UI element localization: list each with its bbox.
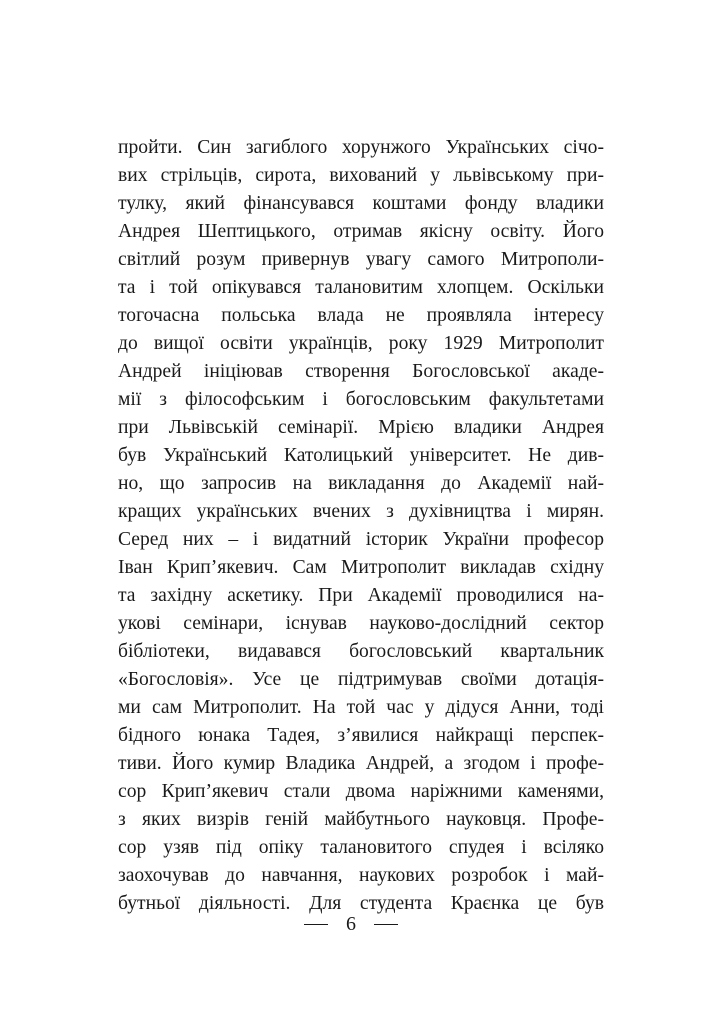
text-line: бібліотеки, видавався богословський квартальник	[118, 641, 604, 662]
text-line: кращих українських вчених з духівництва і мирян.	[118, 501, 604, 522]
text-line: мії з філософським і богословським факультетами	[118, 389, 604, 410]
text-line: но, що запросив на викладання до Академії най-	[118, 473, 604, 494]
text-line: заохочував до навчання, наукових розробок і май-	[118, 865, 604, 886]
text-line: Андрея Шептицького, отримав якісну освіту. Його	[118, 221, 604, 242]
footer-left-dash	[304, 924, 328, 925]
page-footer	[0, 906, 702, 942]
text-line: з яких визрів геній майбутнього науковця. Профе-	[118, 809, 604, 830]
body-text	[118, 134, 604, 918]
text-line: «Богословія». Усе це підтримував своїми дотація-	[118, 669, 604, 690]
text-line: до вищої освіти українців, року 1929 Митрополит	[118, 333, 604, 354]
text-line: при Львівській семінарії. Мрією владики Андрея	[118, 417, 604, 438]
text-line: світлий розум привернув увагу самого Митрополи-	[118, 249, 604, 270]
text-line: тулку, який фінансувався коштами фонду владики	[118, 193, 604, 214]
text-line: ми сам Митрополит. На той час у дідуся Анни, тоді	[118, 697, 604, 718]
text-line: та і той опікувався талановитим хлопцем. Оскільки	[118, 277, 604, 298]
text-line: був Український Католицький університет. Не див-	[118, 445, 604, 466]
text-line: сор Крип’якевич стали двома наріжними каменями,	[118, 781, 604, 802]
text-line: тиви. Його кумир Владика Андрей, а згодом і профе-	[118, 753, 604, 774]
text-line: Серед них – і видатний історик України професор	[118, 529, 604, 550]
text-line: сор узяв під опіку талановитого спудея і всіляко	[118, 837, 604, 858]
text-line: та західну аскетику. При Академії проводилися на-	[118, 585, 604, 606]
text-line: Андрей ініціював створення Богословської акаде-	[118, 361, 604, 382]
text-line: вих стрільців, сирота, вихований у львівському при-	[118, 165, 604, 186]
text-line: укові семінари, існував науково-дослідний сектор	[118, 613, 604, 634]
page-number: 6	[346, 912, 356, 935]
text-line: тогочасна польська влада не проявляла інтересу	[118, 305, 604, 326]
text-line: Іван Крип’якевич. Сам Митрополит викладав східну	[118, 557, 604, 578]
text-line: пройти. Син загиблого хорунжого Українських січо-	[118, 137, 604, 158]
footer-right-dash	[374, 924, 398, 925]
text-line: бутньої діяльності. Для студента Краєнка це був	[118, 893, 604, 914]
text-line: бідного юнака Тадея, з’явилися найкращі перспек-	[118, 725, 604, 746]
